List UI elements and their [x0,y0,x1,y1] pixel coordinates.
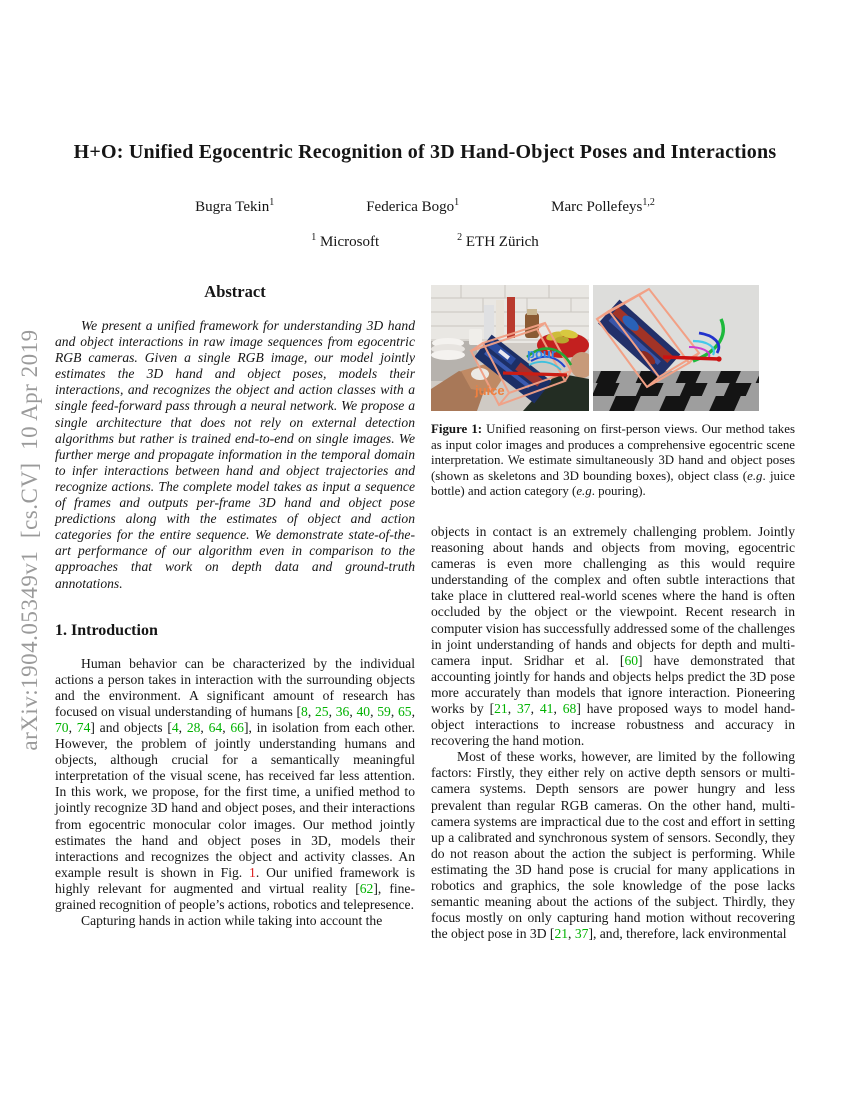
affiliation-2: $^2$ ETH Zürich [457,232,539,250]
author-2-sup: 1 [454,197,460,208]
introduction-heading: 1. Introduction [55,621,158,639]
object-label: juice [475,383,505,398]
action-label: pour [527,346,556,361]
render-wrist-joint [716,356,721,361]
render-skeleton-red [663,357,719,359]
abstract-text: We present a unified framework for understanding 3D hand and object interactions in raw image sequences from egocentric RGB cameras. Given a single RGB image, our model jointly estimates the 3D hand and object poses, models their interactions, and recognizes the object and action classes with a single feed-forward pass through a neural network. We propose a single architecture that does not rely on external detection algorithms but rather is trained end-to-end on single images. We further merge and propagate information in the temporal domain to infer interactions between hand and object trajectories and recognize actions. The complete model takes as input a sequence of frames and outputs per-frame 3D hand and object pose predictions along with the estimates of object and action categories for the entire sequence. We demonstrate state-of-the-art performance of our algorithm even in comparison to the approaches that work on depth data and ground-truth annotations. [55,318,415,591]
banana-3 [555,337,569,344]
author-1-sup: 1 [269,197,275,208]
intro-paragraph-2-right: objects in contact is an extremely challenging problem. Jointly reasoning about hands and objects from moving, egocentric cameras is even more challenging as this would require understanding of the complex and often subtle interactions that take place in cluttered real-world scenes where the hand is often occluded by the object or the viewpoint. Recent research in computer vision has successfully addressed some of the challenges in joint understanding of hands and objects for depth and multi-camera input. Sridhar et al. [60] have demonstrated that accounting jointly for hands and objects helps predict the 3D pose more accurately than models that ignore interaction. Pioneering works by [21, 37, 41, 68] have proposed ways to model hand-object interactions to increase robustness and accuracy in recovering the hand motion. [431,523,796,749]
red-bottle [507,297,515,338]
intro-paragraph-2-left: Capturing hands in action while taking into account the [81,913,383,929]
figure-1 [431,285,795,411]
white-cup [469,329,482,345]
author-list [55,199,795,216]
author-3: Marc Pollefeys$^{1,2}$ [551,197,655,215]
bottle-2 [496,300,504,338]
left-column [55,282,415,929]
figure-1-render [593,285,759,411]
author-1: Bugra Tekin$^1$ [195,197,275,215]
abstract-heading: Abstract [204,282,266,301]
intro-paragraph-1: Human behavior can be characterized by the individual actions a person takes in interaction with the surrounding objects and the environment. A significant amount of research has focused on visual understanding of humans [8, 25, 36, 40, 59, 65, 70, 74] and objects [4, 28, 64, 66], in isolation from each other. However, the problem of jointly understanding humans and objects, although crucial for a semantically meaningful interpretation of the visual scene, has received far less attention. In this work, we propose, for the first time, a unified method to jointly recognize 3D hand and object poses, and their interactions from egocentric monocular color images. Our method jointly estimates the hand and object poses in 3D, models their interactions and recognizes the object and activity classes. An example result is shown in Fig. 1. Our unified framework is highly relevant for augmented and virtual reality [62], fine-grained recognition of people’s actions, robotics and telepresence. [55,655,416,912]
intro-paragraph-3: Most of these works, however, are limited by the following factors: Firstly, they either rely on active depth sensors or multi-camera systems. Depth sensors are power hungry and less prevalent than regular RGB cameras. On the other hand, multi-camera systems are impractical due to the cost and effort in setting up a calibrated and synchronous system of sensors. Secondly, they do not reason about the action the subject is performing. While estimating the 3D hand pose is crucial for many applications in robotics and graphics, the sole knowledge of the pose lacks semantic meaning about the actions of the subject. Thirdly, they focus mostly on only capturing hand motion without recovering the object pose in 3D [21, 37], and, therefore, lack environmental [431,749,795,942]
figure-1-caption: Figure 1: Unified reasoning on first-person views. Our method takes as input color images and produces a comprehensive egocentric scene interpretation. We estimate simultaneously 3D hand and object poses (shown as skeletons and 3D bounding boxes), object class (e.g. juice bottle) and action category (e.g. pouring). [431,422,795,499]
paper-title: H+O: Unified Egocentric Recognition of 3D Hand-Object Poses and Interactions [73,141,777,163]
photo-skeleton-red [503,373,567,375]
arxiv-banner: arXiv:1904.05349v1 [cs.CV] 10 Apr 2019 [17,329,42,751]
affiliation-1: $^1$ Microsoft [311,232,380,250]
jar-lid [527,309,537,315]
author-2: Federica Bogo$^1$ [366,197,460,215]
right-column [431,285,795,942]
affiliation-list [55,234,795,251]
checkerboard-floor [593,371,759,411]
plate-3 [431,350,465,360]
author-3-sup: 1,2 [642,197,655,208]
bottle-1 [484,305,494,339]
figure-1-photo [431,285,589,411]
